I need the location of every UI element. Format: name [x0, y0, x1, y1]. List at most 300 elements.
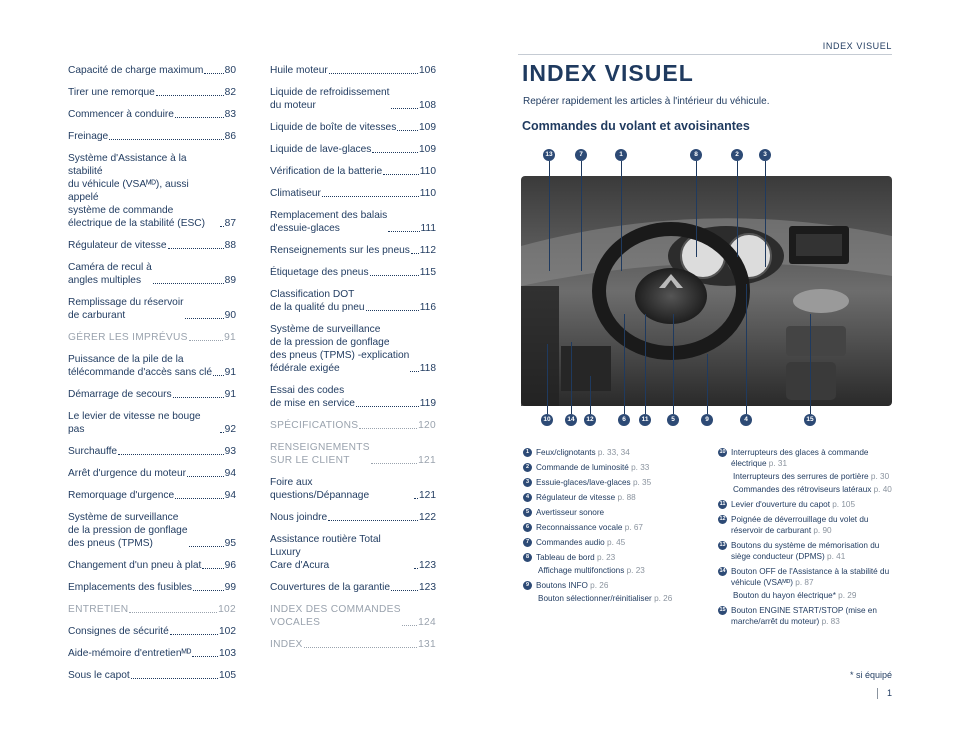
legend-text: [536, 537, 625, 548]
legend-item: [718, 514, 893, 536]
toc-entry-title: Tirer une remorque: [68, 87, 155, 98]
callout-badge: 10: [541, 414, 553, 426]
legend-label: Essuie-glaces/lave-glaces: [536, 478, 631, 487]
toc-entry: [270, 244, 436, 257]
toc-entry-title: Essai des codes de mise en service: [270, 385, 355, 409]
legend-item: [523, 580, 698, 591]
toc-entry: [68, 353, 236, 379]
page-title: INDEX VISUEL: [522, 60, 694, 86]
toc-entry: [68, 130, 236, 143]
toc-leader-dots: [175, 117, 224, 118]
legend-number-badge: 6: [523, 523, 532, 532]
toc-section-heading: [270, 638, 436, 651]
toc-entry-title: Capacité de charge maximum: [68, 65, 204, 76]
toc-entry-title: Couvertures de la garantie: [270, 582, 391, 593]
toc-entry: [270, 86, 436, 112]
legend-page-ref: p. 33: [631, 463, 650, 472]
toc-leader-dots: [304, 647, 417, 648]
page-number: [877, 688, 892, 699]
toc-entry: [270, 288, 436, 314]
toc-leader-dots: [185, 318, 224, 319]
toc-entry-page: 123: [419, 560, 436, 571]
legend-number-badge: 7: [523, 538, 532, 547]
legend-sub-label: Bouton sélectionner/réinitialiser: [538, 594, 652, 603]
legend-item: [523, 447, 698, 458]
toc-entry: [68, 296, 236, 322]
toc-entry-page: 94: [224, 468, 236, 479]
toc-leader-dots: [329, 73, 418, 74]
toc-entry: [270, 476, 436, 502]
toc-entry-title: Aide-mémoire d'entretienᴹᴰ: [68, 648, 192, 659]
callout-leader: [765, 161, 766, 267]
toc-entry-page: 131: [418, 639, 436, 650]
toc-entry-page: 89: [224, 275, 236, 286]
toc-entry-page: 109: [419, 122, 436, 133]
legend-label: Bouton OFF de l'Assistance à la stabilité du véhicule (VSAᴹᴰ): [731, 567, 890, 587]
legend-label: Feux/clignotants: [536, 448, 596, 457]
legend-label: Boutons INFO: [536, 581, 588, 590]
legend-page-ref: p. 83: [821, 617, 840, 626]
legend-number-badge: 15: [719, 607, 726, 613]
toc-leader-dots: [372, 152, 418, 153]
legend-page-ref: p. 88: [617, 493, 636, 502]
toc-entry: [270, 581, 436, 594]
toc-column-2: [270, 64, 436, 660]
toc-entry: [68, 239, 236, 252]
toc-entry: [270, 266, 436, 279]
legend-number-badge: 12: [719, 516, 726, 522]
toc-entry-page: 96: [224, 560, 236, 571]
legend-text: [731, 499, 855, 510]
legend-page-ref: p. 41: [827, 552, 846, 561]
callout-leader: [590, 376, 591, 414]
toc-leader-dots: [356, 406, 419, 407]
toc-entry-title: RENSEIGNEMENTS SUR LE CLIENT: [270, 442, 370, 466]
legend-number-badge: 9: [523, 581, 532, 590]
callout-badge: 4: [740, 414, 752, 426]
toc-entry-page: 95: [224, 538, 236, 549]
toc-section-heading: [68, 331, 236, 344]
legend-page-ref: p. 105: [832, 500, 856, 509]
toc-entry-title: Assistance routière Total Luxury Care d'Acura: [270, 534, 381, 571]
toc-entry-page: 124: [418, 617, 436, 628]
callout-leader: [696, 161, 697, 257]
callout-badge: 15: [804, 414, 816, 426]
legend-subitem: [733, 471, 893, 482]
legend-item: [718, 566, 893, 588]
legend-text: [536, 552, 615, 563]
toc-entry-title: Huile moteur: [270, 65, 328, 76]
toc-leader-dots: [175, 498, 224, 499]
toc-entry-page: 103: [219, 648, 236, 659]
legend-text: [536, 462, 649, 473]
legend-text: [731, 605, 893, 627]
toc-entry-page: 102: [218, 604, 236, 615]
toc-entry-title: Remplacement des balais d'essuie-glaces: [270, 210, 388, 234]
toc-leader-dots: [220, 432, 224, 433]
toc-entry-page: 121: [419, 490, 436, 501]
legend-page-ref: p. 35: [632, 478, 652, 487]
toc-leader-dots: [366, 310, 419, 311]
legend-item: [718, 499, 893, 510]
legend-page-ref: p. 31: [768, 459, 788, 468]
legend-item: [718, 540, 893, 562]
toc-entry-page: 121: [418, 455, 436, 466]
toc-leader-dots: [131, 678, 218, 679]
callout-badge: 3: [759, 149, 771, 161]
toc-entry-page: 90: [224, 310, 236, 321]
callout-leader: [645, 314, 646, 414]
legend-text: [536, 522, 643, 533]
toc-entry-title: Climatiseur: [270, 188, 321, 199]
toc-entry-page: 88: [224, 240, 236, 251]
toc-entry-title: Sous le capot: [68, 670, 130, 681]
section-title: Commandes du volant et avoisinantes: [522, 119, 750, 133]
toc-entry-page: 83: [224, 109, 236, 120]
toc-entry: [270, 121, 436, 134]
legend-number-badge: 11: [719, 501, 726, 507]
callout-badge: 6: [618, 414, 630, 426]
legend-sub-label: Affichage multifonctions: [538, 566, 625, 575]
toc-entry-title: Démarrage de secours: [68, 389, 172, 400]
toc-leader-dots: [328, 520, 418, 521]
toc-entry: [68, 511, 236, 550]
legend-item: [523, 522, 698, 533]
legend-label: Tableau de bord: [536, 553, 595, 562]
toc-leader-dots: [359, 428, 417, 429]
toc-entry-page: 110: [419, 166, 436, 177]
legend-label: Commandes audio: [536, 538, 605, 547]
toc-entry-title: Renseignements sur les pneus: [270, 245, 410, 256]
toc-leader-dots: [410, 371, 418, 372]
legend-text: [731, 514, 893, 536]
toc-leader-dots: [192, 656, 218, 657]
toc-entry: [68, 445, 236, 458]
toc-entry-title: INDEX DES COMMANDES VOCALES: [270, 604, 401, 628]
toc-entry: [270, 143, 436, 156]
toc-entry-page: 93: [224, 446, 236, 457]
toc-entry-page: 122: [419, 512, 436, 523]
toc-entry-page: 110: [419, 188, 436, 199]
toc-leader-dots: [193, 590, 224, 591]
toc-leader-dots: [371, 463, 417, 464]
legend-label: Bouton ENGINE START/STOP (mise en marche/arrêt du moteur): [731, 606, 877, 626]
footnote: * si équipé: [849, 670, 892, 680]
toc-leader-dots: [388, 231, 419, 232]
page-subtitle: Repérer rapidement les articles à l'intérieur du véhicule.: [523, 96, 770, 107]
legend-label: Reconnaissance vocale: [536, 523, 623, 532]
toc-leader-dots: [187, 476, 224, 477]
toc-entry: [68, 647, 236, 660]
callout-badge: 7: [575, 149, 587, 161]
toc-entry-title: Surchauffe: [68, 446, 118, 457]
toc-entry-title: Puissance de la pile de la télécommande d'accès sans clé: [68, 354, 213, 378]
toc-column-1: [68, 64, 236, 691]
toc-entry: [68, 581, 236, 594]
legend-page-ref: p. 90: [813, 526, 832, 535]
legend-sub-label: Interrupteurs des serrures de portière: [733, 472, 869, 481]
toc-leader-dots: [411, 253, 419, 254]
toc-entry-page: 86: [224, 131, 236, 142]
toc-leader-dots: [391, 108, 419, 109]
toc-entry: [270, 323, 436, 375]
toc-entry-page: 112: [419, 245, 436, 256]
legend-text: [536, 477, 651, 488]
toc-entry-page: 87: [224, 218, 236, 229]
callout-leader: [737, 161, 738, 257]
legend-subitem: [538, 565, 698, 576]
legend-left: [523, 447, 698, 608]
legend-number-badge: 14: [719, 568, 726, 574]
toc-entry: [68, 669, 236, 682]
legend-subitem: [733, 590, 893, 601]
toc-leader-dots: [202, 568, 223, 569]
toc-section-heading: [68, 603, 236, 616]
toc-leader-dots: [173, 397, 224, 398]
toc-leader-dots: [189, 546, 224, 547]
toc-entry-title: Étiquetage des pneus: [270, 267, 369, 278]
toc-leader-dots: [168, 248, 224, 249]
toc-entry-title: Nous joindre: [270, 512, 328, 523]
toc-entry: [68, 625, 236, 638]
legend-number-badge: 13: [719, 542, 726, 548]
toc-entry: [270, 533, 436, 572]
legend-sub-page-ref: p. 40: [873, 485, 892, 494]
legend-sub-page-ref: p. 30: [870, 472, 890, 481]
toc-entry-page: 91: [224, 332, 236, 343]
callout-leader: [547, 344, 548, 414]
legend-page-ref: p. 45: [607, 538, 626, 547]
legend-page-ref: p. 26: [590, 581, 609, 590]
toc-entry-page: 99: [224, 582, 236, 593]
toc-entry: [270, 511, 436, 524]
legend-number-badge: 4: [523, 493, 532, 502]
toc-entry: [68, 559, 236, 572]
legend-page-ref: p. 23: [597, 553, 616, 562]
toc-entry-title: Freinage: [68, 131, 109, 142]
toc-entry-title: ENTRETIEN: [68, 604, 129, 615]
legend-item: [523, 552, 698, 563]
toc-entry-page: 82: [224, 87, 236, 98]
toc-leader-dots: [414, 498, 418, 499]
legend-subitem: [538, 593, 698, 604]
toc-entry-page: 120: [418, 420, 436, 431]
toc-leader-dots: [402, 625, 417, 626]
legend-label: Avertisseur sonore: [536, 508, 605, 517]
callout-leader: [571, 342, 572, 414]
toc-entry-page: 91: [224, 367, 236, 378]
toc-entry: [68, 489, 236, 502]
toc-entry-title: Emplacements des fusibles: [68, 582, 193, 593]
toc-entry-page: 119: [419, 398, 436, 409]
legend-item: [718, 447, 893, 469]
header-rule: [518, 54, 892, 55]
callout-badge: 14: [565, 414, 577, 426]
toc-entry: [68, 152, 236, 230]
legend-subitem: [733, 484, 893, 495]
toc-entry: [270, 187, 436, 200]
toc-entry-title: Classification DOT de la qualité du pneu: [270, 289, 365, 313]
toc-leader-dots: [118, 454, 224, 455]
toc-entry: [270, 209, 436, 235]
toc-entry-title: Remorquage d'urgence: [68, 490, 175, 501]
page-number-divider: [877, 688, 878, 699]
legend-label: Régulateur de vitesse: [536, 493, 616, 502]
toc-entry-page: 116: [419, 302, 436, 313]
legend-text: [536, 447, 630, 458]
callout-leader: [673, 314, 674, 414]
callout-leader: [581, 161, 582, 271]
legend-label: Interrupteurs des glaces à commande électrique: [731, 448, 869, 468]
legend-page-ref: p. 87: [795, 578, 814, 587]
legend-item: [523, 537, 698, 548]
legend-item: [523, 507, 698, 518]
toc-section-heading: [270, 603, 436, 629]
page-number-value: 1: [886, 688, 892, 698]
legend-text: [731, 447, 893, 469]
legend-number-badge: 1: [523, 448, 532, 457]
toc-leader-dots: [322, 196, 419, 197]
toc-entry: [270, 64, 436, 77]
toc-entry: [68, 108, 236, 121]
legend-number-badge: 2: [523, 463, 532, 472]
toc-entry-page: 94: [224, 490, 236, 501]
callout-leader: [621, 161, 622, 271]
toc-entry: [270, 165, 436, 178]
callout-badge: 9: [701, 414, 713, 426]
toc-leader-dots: [220, 226, 224, 227]
toc-entry-title: Système de surveillance de la pression de gonflage des pneus (TPMS) -explication fédérale exigée: [270, 324, 410, 374]
toc-entry: [68, 388, 236, 401]
toc-leader-dots: [391, 590, 418, 591]
toc-entry-page: 102: [219, 626, 236, 637]
toc-entry: [68, 467, 236, 480]
toc-entry-page: 118: [419, 363, 436, 374]
legend-text: [731, 540, 893, 562]
toc-entry-title: Liquide de refroidissement du moteur: [270, 87, 390, 111]
callout-leader: [810, 314, 811, 414]
toc-section-heading: [270, 419, 436, 432]
toc-entry-title: Liquide de boîte de vitesses: [270, 122, 397, 133]
toc-leader-dots: [370, 275, 419, 276]
toc-entry-page: 80: [224, 65, 236, 76]
callout-badge: 8: [690, 149, 702, 161]
toc-entry-title: Caméra de recul à angles multiples: [68, 262, 152, 286]
toc-leader-dots: [213, 375, 224, 376]
legend-text: [536, 580, 608, 591]
toc-entry-title: Régulateur de vitesse: [68, 240, 167, 251]
toc-entry-title: SPÉCIFICATIONS: [270, 420, 359, 431]
toc-entry-page: 105: [219, 670, 236, 681]
legend-text: [536, 492, 636, 503]
toc-entry-title: GÉRER LES IMPRÉVUS: [68, 332, 188, 343]
toc-leader-dots: [414, 568, 418, 569]
legend-page-ref: p. 67: [624, 523, 643, 532]
toc-entry-title: Système d'Assistance à la stabilité du véhicule (VSAᴹᴰ), aussi appelé système de commande électrique de la stabilité (ESC): [68, 153, 206, 229]
legend-sub-page-ref: p. 29: [838, 591, 857, 600]
toc-entry-page: 109: [419, 144, 436, 155]
legend-sub-page-ref: p. 26: [654, 594, 673, 603]
toc-entry-page: 111: [420, 223, 436, 234]
legend-right: [718, 447, 893, 631]
toc-entry-page: 108: [419, 100, 436, 111]
toc-leader-dots: [109, 139, 223, 140]
legend-number-badge: 10: [719, 449, 726, 455]
callout-badge: 5: [667, 414, 679, 426]
callout-leader: [549, 161, 550, 271]
legend-item: [523, 492, 698, 503]
toc-entry-page: 123: [419, 582, 436, 593]
callout-badge: 11: [639, 414, 651, 426]
legend-sub-label: Commandes des rétroviseurs latéraux: [733, 485, 872, 494]
toc-entry-title: Liquide de lave-glaces: [270, 144, 372, 155]
legend-label: Commande de luminosité: [536, 463, 629, 472]
toc-entry-title: Foire aux questions/Dépannage: [270, 477, 370, 501]
legend-item: [523, 477, 698, 488]
legend-sub-page-ref: p. 23: [626, 566, 645, 575]
toc-entry: [68, 410, 236, 436]
toc-entry-page: 92: [224, 424, 236, 435]
toc-leader-dots: [204, 73, 223, 74]
legend-text: [536, 507, 604, 518]
callout-badge: 1: [615, 149, 627, 161]
toc-entry: [68, 86, 236, 99]
toc-entry-page: 115: [419, 267, 436, 278]
toc-entry-page: 106: [419, 65, 436, 76]
toc-leader-dots: [170, 634, 218, 635]
callout-badge: 2: [731, 149, 743, 161]
toc-entry-title: INDEX: [270, 639, 303, 650]
toc-leader-dots: [156, 95, 224, 96]
toc-entry-title: Système de surveillance de la pression de gonflage des pneus (TPMS): [68, 512, 188, 549]
legend-number-badge: 3: [523, 478, 532, 487]
toc-entry: [68, 64, 236, 77]
toc-section-heading: [270, 441, 436, 467]
toc-leader-dots: [129, 612, 217, 613]
legend-label: Poignée de déverrouillage du volet du réservoir de carburant: [731, 515, 869, 535]
legend-number-badge: 8: [523, 553, 532, 562]
toc-leader-dots: [383, 174, 419, 175]
toc-entry-page: 91: [224, 389, 236, 400]
legend-number-badge: 5: [523, 508, 532, 517]
legend-text: [731, 566, 893, 588]
legend-label: Boutons du système de mémorisation du siège conducteur (DPMS): [731, 541, 880, 561]
toc-entry-title: Remplissage du réservoir de carburant: [68, 297, 184, 321]
toc-entry-title: Le levier de vitesse ne bouge pas: [68, 411, 201, 435]
callout-badge: 13: [543, 149, 555, 161]
toc-leader-dots: [153, 283, 224, 284]
callout-leader: [707, 354, 708, 414]
toc-entry-title: Vérification de la batterie: [270, 166, 383, 177]
legend-page-ref: p. 33, 34: [597, 448, 630, 457]
toc-leader-dots: [189, 340, 223, 341]
toc-entry: [68, 261, 236, 287]
callout-badge: 12: [584, 414, 596, 426]
callout-leader: [624, 314, 625, 414]
toc-entry: [270, 384, 436, 410]
toc-entry-title: Changement d'un pneu à plat: [68, 560, 202, 571]
toc-entry-title: Consignes de sécurité: [68, 626, 169, 637]
legend-label: Levier d'ouverture du capot: [731, 500, 830, 509]
legend-item: [718, 605, 893, 627]
legend-sub-label: Bouton du hayon électrique*: [733, 591, 836, 600]
toc-entry-title: Arrêt d'urgence du moteur: [68, 468, 187, 479]
callout-leader: [746, 284, 747, 414]
toc-leader-dots: [397, 130, 418, 131]
legend-item: [523, 462, 698, 473]
toc-entry-title: Commencer à conduire: [68, 109, 174, 120]
running-header: INDEX VISUEL: [822, 41, 892, 51]
